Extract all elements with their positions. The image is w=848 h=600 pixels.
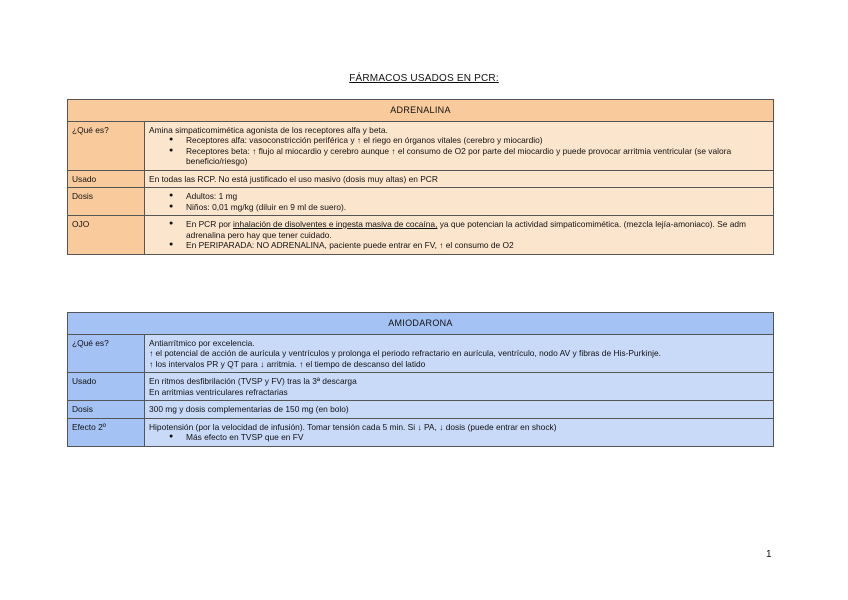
- text-segment: ya que potencian la actividad simpaticomimética. (mezcla lejía-amoniaco). Se adm adrenalina pero hay que tener cuidado.: [186, 219, 747, 240]
- row-text: ↑ los intervalos PR y QT para ↓ arritmia. ↑ el tiempo de descanso del latido: [149, 358, 426, 369]
- row-label: Usado: [68, 373, 145, 401]
- page-number: 1: [766, 549, 772, 560]
- list-item: ● Adultos: 1 mg: [186, 191, 769, 202]
- row-content: [145, 121, 774, 170]
- list-item: ● Más efecto en TVSP que en FV: [186, 432, 769, 443]
- row-content: [145, 418, 774, 446]
- table-row: [68, 121, 774, 170]
- row-label: Dosis: [68, 188, 145, 216]
- table-row: [68, 216, 774, 255]
- table-row: [68, 418, 774, 446]
- table-row: [68, 334, 774, 373]
- row-text: Amina simpaticomimética agonista de los receptores alfa y beta.: [149, 124, 388, 135]
- list-item: ● En PERIPARADA: NO ADRENALINA, paciente puede entrar en FV, ↑ el consumo de O2: [186, 240, 769, 251]
- row-text: 300 mg y dosis complementarias de 150 mg (en bolo): [145, 401, 774, 419]
- bullet-list: [149, 191, 769, 212]
- amiodarona-table: [67, 312, 774, 447]
- row-label: Usado: [68, 170, 145, 188]
- row-text: En ritmos desfibrilación (TVSP y FV) tras la 3ª descarga: [149, 376, 357, 386]
- row-text: En todas las RCP. No está justificado el uso masivo (dosis muy altas) en PCR: [145, 170, 774, 188]
- row-content: [145, 373, 774, 401]
- page-title: FÁRMACOS USADOS EN PCR:: [349, 73, 499, 84]
- row-text: Hipotensión (por la velocidad de infusión). Tomar tensión cada 5 min. Si ↓ PA, ↓ dosis (puede entrar en shock): [149, 421, 557, 432]
- table-header-row: [68, 100, 774, 122]
- row-content: [145, 216, 774, 255]
- row-content: [145, 188, 774, 216]
- amiodarona-header: AMIODARONA: [68, 313, 774, 335]
- row-text: ↑ el potencial de acción de aurícula y ventrículos y prolonga el periodo refractario en aurícula, ventrículo, nodo AV y fibras de His-Purkinje.: [149, 348, 661, 358]
- row-text: En arritmias ventriculares refractarias: [149, 386, 288, 397]
- list-item: ● Receptores beta: ↑ flujo al miocardio y cerebro aunque ↑ el consumo de O2 por parte del miocardio y puede provocar arritmia ventricular (se valora beneficio/riesgo): [186, 146, 769, 167]
- list-item: ● Niños: 0,01 mg/kg (diluir en 9 ml de suero).: [186, 202, 769, 213]
- list-item: ● Receptores alfa: vasoconstricción periférica y ↑ el riego en órganos vitales (cerebro y miocardio): [186, 135, 769, 146]
- adrenalina-table: [67, 99, 774, 255]
- underlined-text: inhalación de disolventes e ingesta masiva de cocaína,: [233, 219, 438, 229]
- row-label: Efecto 2º: [68, 418, 145, 446]
- row-label: ¿Qué es?: [68, 334, 145, 373]
- list-item: [186, 219, 769, 240]
- table-row: [68, 170, 774, 188]
- row-text: Antiarrítmico por excelencia.: [149, 337, 255, 348]
- table-row: [68, 188, 774, 216]
- bullet-list: [149, 432, 769, 443]
- adrenalina-header: ADRENALINA: [68, 100, 774, 122]
- bullet-list: [149, 219, 769, 251]
- row-label: Dosis: [68, 401, 145, 419]
- bullet-list: [149, 135, 769, 167]
- row-content: [145, 334, 774, 373]
- table-row: [68, 401, 774, 419]
- table-header-row: [68, 313, 774, 335]
- row-label: OJO: [68, 216, 145, 255]
- text-segment: En PCR por: [186, 219, 234, 229]
- table-row: [68, 373, 774, 401]
- row-label: ¿Qué es?: [68, 121, 145, 170]
